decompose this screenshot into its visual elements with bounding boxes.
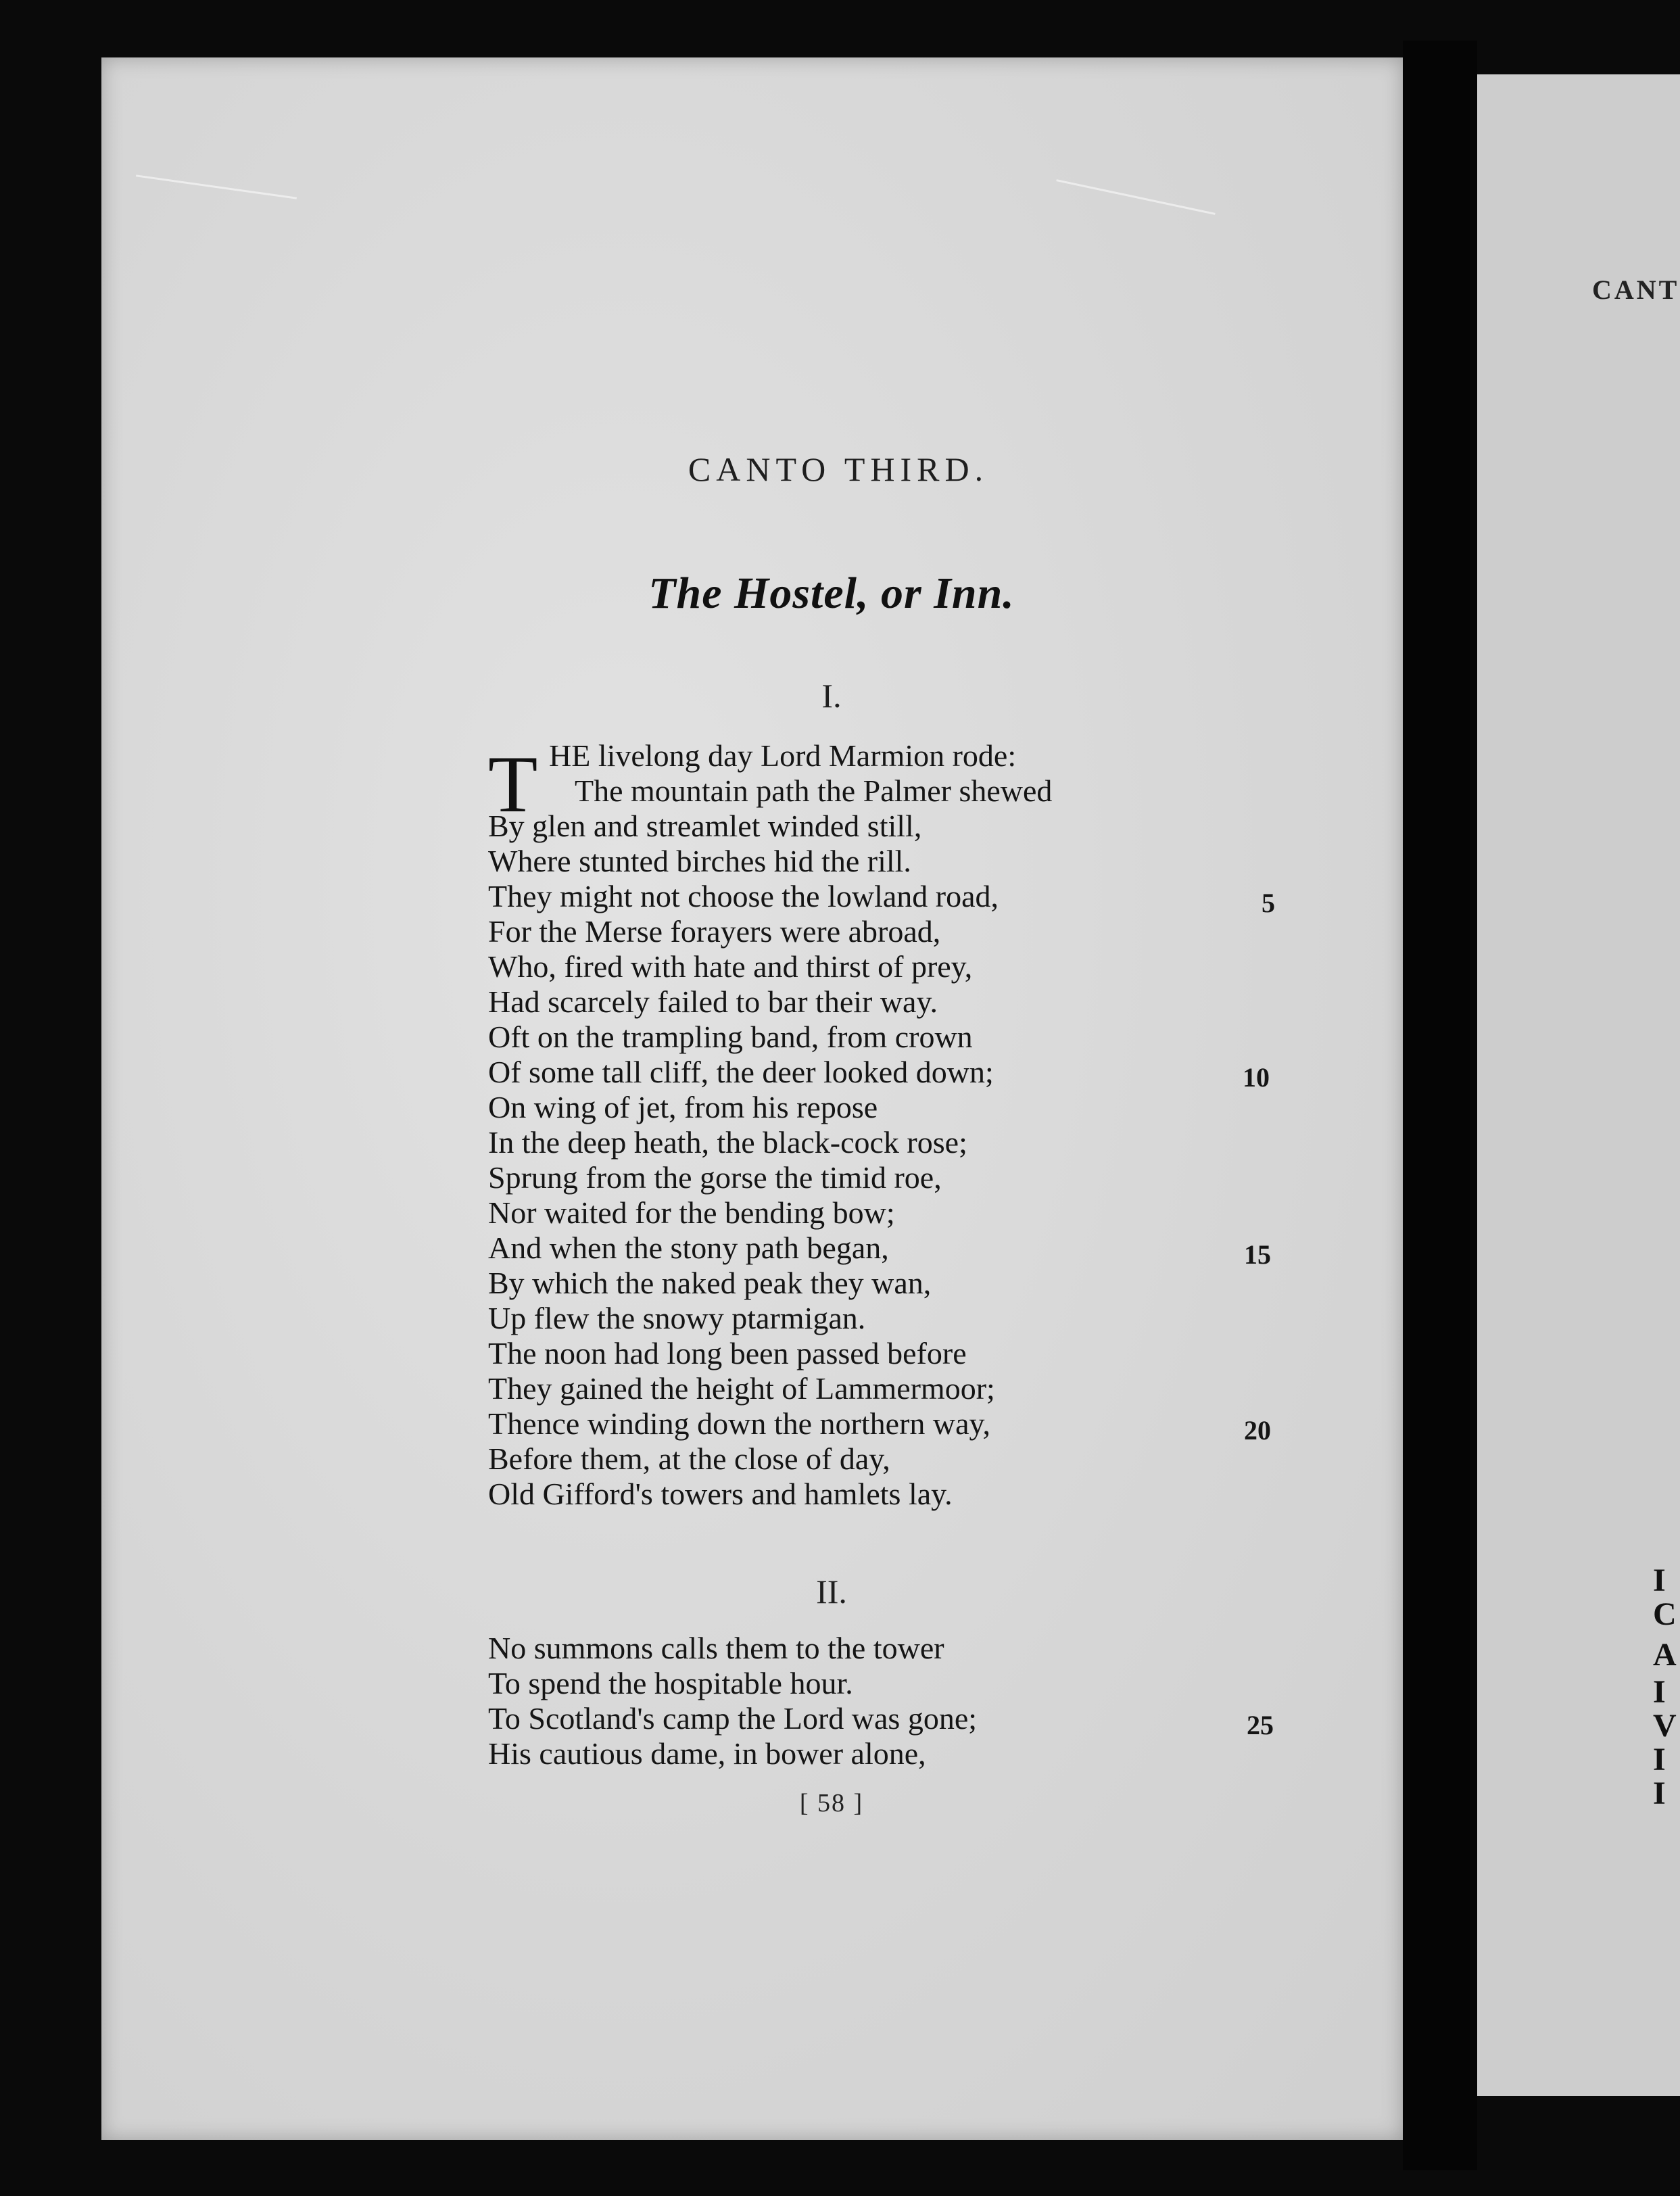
line-number: 10 [1243, 1062, 1270, 1093]
poem-line: Oft on the trampling band, from crown [488, 1020, 973, 1054]
poem-line: Who, fired with hate and thirst of prey, [488, 949, 973, 984]
poem-line: His cautious dame, in bower alone, [488, 1736, 926, 1771]
poem-line: The mountain path the Palmer shewed [575, 773, 1053, 808]
poem-line: To spend the hospitable hour. [488, 1666, 853, 1700]
poem-line: They gained the height of Lammermoor; [488, 1371, 995, 1406]
poem-line: Of some tall cliff, the deer looked down; [488, 1055, 994, 1089]
poem-line: Old Gifford's towers and hamlets lay. [488, 1477, 953, 1511]
poem-line: To Scotland's camp the Lord was gone; [488, 1701, 978, 1736]
line-number: 5 [1262, 888, 1275, 918]
poem-line: For the Merse forayers were abroad, [488, 914, 941, 949]
stanza-number: I. [821, 677, 842, 715]
poem-line: No summons calls them to the tower [488, 1631, 944, 1665]
poem-line: On wing of jet, from his repose [488, 1090, 878, 1124]
line-number: 15 [1244, 1239, 1271, 1270]
poem-line: Before them, at the close of day, [488, 1441, 890, 1476]
right-page-letter: I [1653, 1775, 1666, 1811]
poem-line: By which the naked peak they wan, [488, 1266, 932, 1300]
book-spine [1403, 41, 1477, 2170]
right-page-letter: I [1653, 1674, 1666, 1710]
poem-line: Up flew the snowy ptarmigan. [488, 1301, 866, 1335]
poem-line: The noon had long been passed before [488, 1336, 967, 1370]
drop-cap: T [488, 739, 538, 829]
right-page-letter: V [1653, 1708, 1677, 1744]
line-number: 25 [1247, 1710, 1274, 1740]
poem-line: Where stunted birches hid the rill. [488, 844, 911, 878]
poem-line: And when the stony path began, [488, 1231, 889, 1265]
right-page-letter: I [1653, 1562, 1666, 1598]
poem-line: Sprung from the gorse the timid roe, [488, 1160, 942, 1195]
poem-line: By glen and streamlet winded still, [488, 809, 922, 843]
poem-line: Had scarcely failed to bar their way. [488, 984, 938, 1019]
right-page-letter: C [1653, 1596, 1677, 1632]
page-number: [ 58 ] [799, 1789, 864, 1817]
poem-line: HE livelong day Lord Marmion rode: [549, 738, 1017, 773]
stanza-number: II. [816, 1573, 847, 1610]
right-page-header: CANT [1592, 274, 1680, 305]
poem-line: They might not choose the lowland road, [488, 879, 999, 913]
poem-line: In the deep heath, the black-cock rose; [488, 1125, 967, 1160]
line-number: 20 [1244, 1415, 1271, 1446]
poem-line: Nor waited for the bending bow; [488, 1195, 895, 1230]
canto-subtitle: The Hostel, or Inn. [648, 569, 1015, 618]
poem-line: Thence winding down the northern way, [488, 1406, 991, 1441]
right-page-letter: I [1653, 1742, 1666, 1777]
right-page-letter: A [1653, 1637, 1677, 1673]
canto-title: CANTO THIRD. [688, 450, 989, 488]
